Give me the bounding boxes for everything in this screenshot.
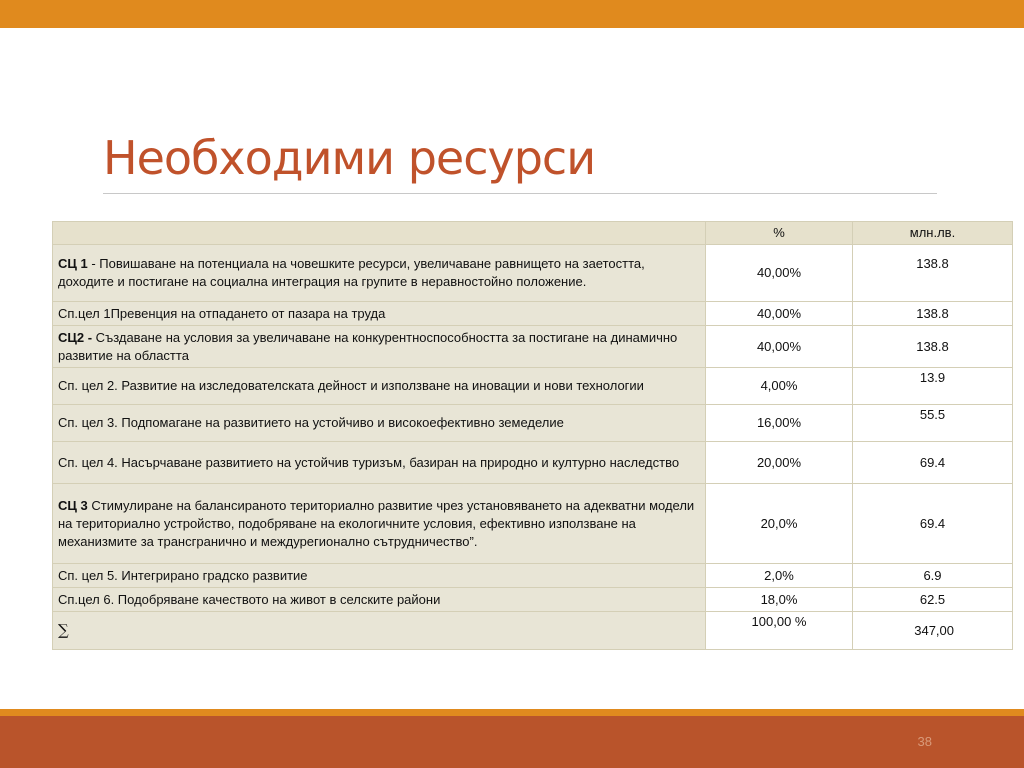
- row-amount: 6.9: [853, 564, 1013, 588]
- table-row: [53, 484, 1013, 564]
- row-description: [53, 302, 706, 326]
- row-prefix: СЦ 3: [58, 497, 88, 513]
- row-text: - Повишаване на потенциала на човешките ресурси, увеличаване равнището на заетостта, доходите и постигане на социална интеграция на групите в неравностойно положение.: [58, 256, 645, 289]
- row-description: [53, 442, 706, 484]
- row-text: Създаване на условия за увеличаване на конкурентноспособността за постигане на динамично развитие на областта: [58, 329, 678, 363]
- row-description: [53, 612, 706, 650]
- table-row-total: [53, 612, 1013, 650]
- row-text: Сп. цел 5. Интегрирано градско развитие: [58, 567, 308, 583]
- resources-table: [52, 221, 1013, 650]
- row-text: Сп. цел 3. Подпомагане на развитието на устойчиво и високоефективно земеделие: [58, 415, 564, 430]
- header-percent: %: [706, 222, 853, 245]
- row-prefix: СЦ2 -: [58, 329, 93, 345]
- row-amount: 138.8: [853, 245, 1013, 302]
- table-row: [53, 564, 1013, 588]
- row-text: Сп. цел 4. Насърчаване развитието на устойчив туризъм, базиран на природно и културно наследство: [58, 454, 680, 470]
- row-description: [53, 588, 706, 612]
- row-percent: 2,0%: [706, 564, 853, 588]
- row-percent: 18,0%: [706, 588, 853, 612]
- table-row: [53, 442, 1013, 484]
- slide-title: Необходими ресурси: [103, 131, 596, 185]
- row-amount: 55.5: [853, 405, 1013, 442]
- row-text: Стимулиране на балансираното териториално развитие чрез установяването на адекватни модели на териториално устройство, подобряване на екологичните условия, ефективно използване на механизмите за трансгранично и междурегионално сътрудничество”.: [58, 497, 695, 549]
- row-amount: 138.8: [853, 326, 1013, 368]
- row-description: [53, 484, 706, 564]
- row-text: Сп.цел 6. Подобряване качеството на живот в селските райони: [58, 591, 441, 607]
- row-amount: 13.9: [853, 368, 1013, 405]
- header-amount: млн.лв.: [853, 222, 1013, 245]
- sum-symbol: ∑: [58, 621, 69, 639]
- row-amount: 62.5: [853, 588, 1013, 612]
- row-description: [53, 564, 706, 588]
- row-description: [53, 245, 706, 302]
- row-text: Сп.цел 1Превенция на отпадането от пазара на труда: [58, 305, 386, 321]
- footer-bar: [0, 716, 1024, 768]
- row-percent: 40,00%: [706, 302, 853, 326]
- row-amount: 347,00: [853, 612, 1013, 650]
- row-description: [53, 405, 706, 442]
- row-percent: 100,00 %: [706, 612, 853, 650]
- row-percent: 40,00%: [706, 326, 853, 368]
- table-row: [53, 368, 1013, 405]
- table-header-row: [53, 222, 1013, 245]
- row-amount: 69.4: [853, 442, 1013, 484]
- table-row: [53, 245, 1013, 302]
- title-divider: [103, 193, 937, 194]
- table-row: [53, 588, 1013, 612]
- row-amount: 69.4: [853, 484, 1013, 564]
- table-row: [53, 302, 1013, 326]
- row-percent: 20,00%: [706, 442, 853, 484]
- header-description: [53, 222, 706, 245]
- row-description: [53, 326, 706, 368]
- row-prefix: СЦ 1: [58, 256, 88, 271]
- row-percent: 40,00%: [706, 245, 853, 302]
- row-text: Сп. цел 2. Развитие на изследователската дейност и използване на иновации и нови технологии: [58, 378, 644, 393]
- top-accent-bar: [0, 0, 1024, 28]
- table-row: [53, 405, 1013, 442]
- row-amount: 138.8: [853, 302, 1013, 326]
- footer-accent-line: [0, 709, 1024, 716]
- row-description: [53, 368, 706, 405]
- page-number: 38: [917, 734, 932, 749]
- row-percent: 16,00%: [706, 405, 853, 442]
- table-row: [53, 326, 1013, 368]
- row-percent: 20,0%: [706, 484, 853, 564]
- row-percent: 4,00%: [706, 368, 853, 405]
